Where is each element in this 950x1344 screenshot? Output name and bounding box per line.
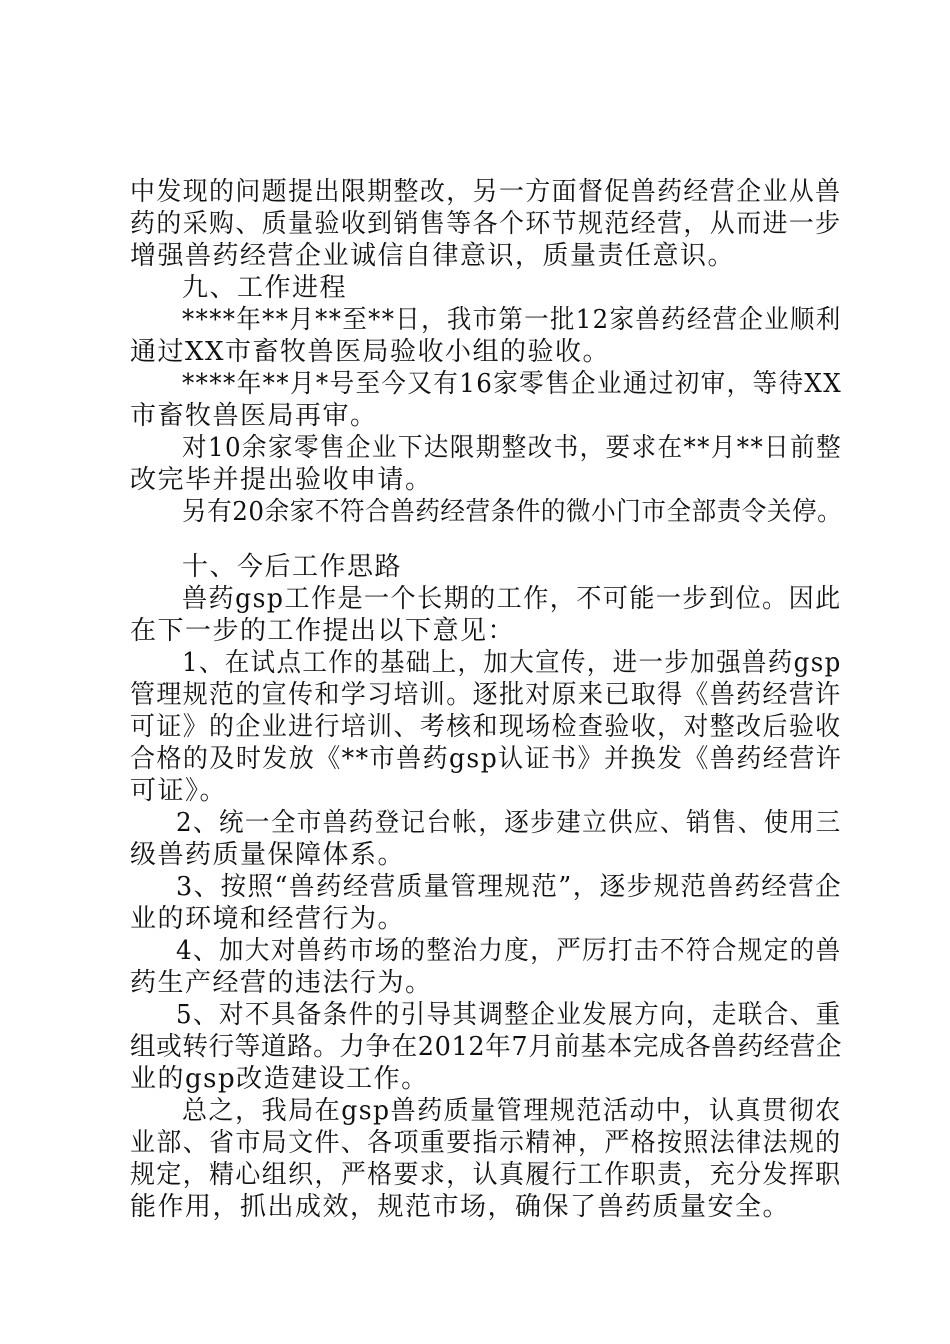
text-line: ****年**月*号至今又有16家零售企业通过初审，等待XX [182,369,843,399]
text-line: 级兽药质量保障体系。 [130,840,406,870]
text-line: ****年**月**至**日，我市第一批12家兽药经营企业顺利 [182,305,842,335]
text-line: 另有20余家不符合兽药经营条件的微小门市全部责令关停。 [182,497,843,527]
list-item: 5、对不具备条件的引导其调整企业发展方向，走联合、重 [176,1000,842,1030]
text-line: 药生产经营的违法行为。 [130,968,433,998]
text-line: 可证》的企业进行培训、考核和现场检查验收，对整改后验收 [130,712,842,742]
text-line: 兽药gsp工作是一个长期的工作，不可能一步到位。因此 [182,584,842,614]
list-item: 4、加大对兽药市场的整治力度，严厉打击不符合规定的兽 [176,936,842,966]
text-line: 合格的及时发放《**市兽药gsp认证书》并换发《兽药经营许 [130,744,843,774]
section-heading: 十、今后工作思路 [182,552,403,582]
text-line: 管理规范的宣传和学习培训。逐批对原来已取得《兽药经营许 [130,680,842,710]
text-line: 中发现的问题提出限期整改，另一方面督促兽药经营企业从兽 [130,177,842,207]
text-line: 可证》。 [130,776,228,806]
text-line: 对10余家零售企业下达限期整改书，要求在**月**日前整 [182,433,843,463]
text-line: 在下一步的工作提出以下意见： [130,616,516,646]
section-heading: 九、工作进程 [182,273,348,303]
list-item: 1、在试点工作的基础上，加大宣传，进一步加强兽药gsp [182,648,842,678]
list-item: 3、按照“兽药经营质量管理规范”，逐步规范兽药经营企 [176,872,843,902]
text-line: 改完毕并提出验收申请。 [130,465,433,495]
text-line: 能作用，抓出成效，规范市场，确保了兽药质量安全。 [130,1192,791,1222]
text-line: 规定，精心组织，严格要求，认真履行工作职责，充分发挥职 [130,1160,842,1190]
text-line: 业的gsp改造建设工作。 [130,1064,429,1094]
text-line: 组或转行等道路。力争在2012年7月前基本完成各兽药经营企 [130,1032,843,1062]
list-item: 2、统一全市兽药登记台帐，逐步建立供应、销售、使用三 [176,808,842,838]
text-line: 通过XX市畜牧兽医局验收小组的验收。 [130,337,611,367]
text-line: 药的采购、质量验收到销售等各个环节规范经营，从而进一步 [130,209,842,239]
text-line: 总之，我局在gsp兽药质量管理规范活动中，认真贯彻农 [182,1096,842,1126]
text-line: 业部、省市局文件、各项重要指示精神，严格按照法律法规的 [130,1128,842,1158]
text-line: 市畜牧兽医局再审。 [130,401,378,431]
text-line: 增强兽药经营企业诚信自律意识，质量责任意识。 [130,241,736,271]
text-line: 业的环境和经营行为。 [130,904,406,934]
